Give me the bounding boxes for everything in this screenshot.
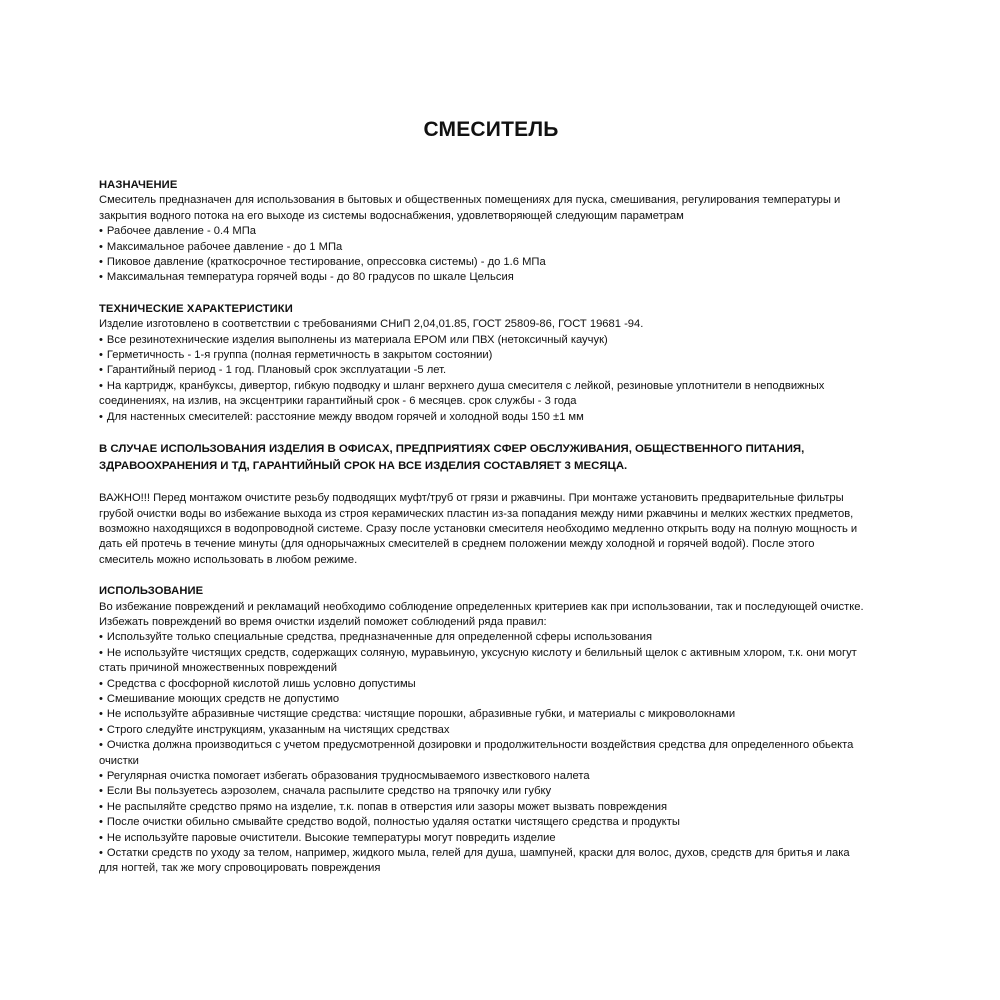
bullet-icon [99,739,107,751]
list-item: • Гарантийный период - 1 год. Плановый срок эксплуатации -5 лет. [99,363,869,378]
list-item: • Если Вы пользуетесь аэрозолем, сначала распылите средство на тряпочку или губку [99,784,869,799]
section-heading: НАЗНАЧЕНИЕ [99,179,178,191]
document [99,118,869,893]
list-item: • На картридж, кранбуксы, дивертор, гибкую подводку и шланг верхнего душа смесителя с лейкой, резиновые уплотнители в неподвижных соединениях, на излив, на эксцентрики гарантийный срок - 6 месяцев. срок службы - 3 года [99,379,869,410]
list-item: • Смешивание моющих средств не допустимо [99,692,869,707]
section-usage [99,584,869,877]
section-technical [99,302,869,425]
list-item: • Используйте только специальные средства, предназначенные для определенной сферы использования [99,630,869,645]
list-item: • Все резинотехнические изделия выполнены из материала EPOM или ПВХ (нетоксичный каучук) [99,333,869,348]
bullet-icon [99,225,107,237]
bullet-list [99,224,869,286]
list-item: • Остатки средств по уходу за телом, например, жидкого мыла, гелей для душа, шампуней, краски для волос, духов, средств для бритья и лака для ногтей, так же могу спровоцировать повреждения [99,846,869,877]
section-heading: ИСПОЛЬЗОВАНИЕ [99,585,204,598]
bullet-icon [99,801,107,813]
bullet-icon [99,271,107,283]
bullet-icon [99,349,107,361]
section-intro: Во избежание повреждений и рекламаций необходимо соблюдение определенных критериев как при использовании, так и последующей очистке. Избежать повреждений во время очистки изделий поможет соблюдений ряда правил: [99,600,864,628]
list-item: • После очистки обильно смывайте средство водой, полностью удаляя остатки чистящего средства и продукты [99,815,869,830]
list-item: • Герметичность - 1-я группа (полная герметичность в закрытом состоянии) [99,348,869,363]
bullet-icon [99,334,107,346]
bullet-icon [99,678,107,690]
bullet-icon [99,770,107,782]
document-title: СМЕСИТЕЛЬ [423,118,559,141]
bullet-icon [99,785,107,797]
list-item: • Не используйте паровые очистители. Высокие температуры могут повредить изделие [99,831,869,846]
list-item: • Не распыляйте средство прямо на изделие, т.к. попав в отверстия или зазоры может вызвать повреждения [99,800,869,815]
list-item: • Регулярная очистка помогает избегать образования трудносмываемого известкового налета [99,769,869,784]
bullet-icon [99,832,107,844]
list-item: • Строго следуйте инструкциям, указанным на чистящих средствах [99,723,869,738]
list-item: • Не используйте чистящих средств, содержащих соляную, муравьиную, уксусную кислоту и белильный щелок с активным хлором, т.к. они могут стать причиной множественных повреждений [99,646,869,677]
section-important [99,491,869,568]
bullet-icon [99,708,107,720]
important-note: ВАЖНО!!! Перед монтажом очистите резьбу подводящих муфт/труб от грязи и ржавчины. При монтаже установить предварительные фильтры грубой очистки воды во избежание выхода из строя керамических пластин из-за попадания между ними ржавчины и мелких жестких предметов, возможно находящихся в водопроводной системе. Сразу после установки смесителя необходимо медленно открыть воду на полную мощность и дать ей протечь в течение минуты (для однорычажных смесителей в среднем положении между холодной и горячей водой). После этого смеситель можно использовать в любом режиме. [99,492,858,566]
bullet-icon [99,380,107,392]
section-warranty-notice [99,441,869,475]
bullet-icon [99,847,107,859]
bullet-icon [99,647,107,659]
bullet-icon [99,364,107,376]
bullet-list [99,630,869,877]
bullet-icon [99,631,107,643]
bullet-list [99,333,869,425]
list-item: • Для настенных смесителей: расстояние между вводом горячей и холодной воды 150 ±1 мм [99,410,869,425]
list-item: • Очистка должна производиться с учетом предусмотренной дозировки и продолжительности воздействия средства для определенного обьекта очистки [99,738,869,769]
section-intro: Смеситель предназначен для использования в бытовых и общественных помещениях для пуска, смешивания, регулирования температуры и закрытия водного потока на его выходе из системы водоснабжения, удовлетворяющей следующим параметрам [99,194,841,222]
list-item: • Средства с фосфорной кислотой лишь условно допустимы [99,677,869,692]
bullet-icon [99,724,107,736]
list-item: • Максимальная температура горячей воды - до 80 градусов по шкале Цельсия [99,270,869,285]
bullet-icon [99,693,107,705]
warranty-notice: В СЛУЧАЕ ИСПОЛЬЗОВАНИЯ ИЗДЕЛИЯ В ОФИСАХ, ПРЕДПРИЯТИЯХ СФЕР ОБСЛУЖИВАНИЯ, ОБЩЕСТВЕННОГО ПИТАНИЯ, ЗДРАВООХРАНЕНИЯ И ТД, ГАРАНТИЙНЫЙ СРОК НА ВСЕ ИЗДЕЛИЯ СОСТАВЛЯЕТ 3 МЕСЯЦА. [99,443,805,473]
section-intro: Изделие изготовлено в соответствии с требованиями СНиП 2,04,01.85, ГОСТ 25809-86, ГОСТ 19681 -94. [99,318,644,331]
bullet-icon [99,411,107,423]
section-purpose [99,178,869,286]
list-item: • Рабочее давление - 0.4 МПа [99,224,869,239]
bullet-icon [99,256,107,268]
list-item: • Не используйте абразивные чистящие средства: чистящие порошки, абразивные губки, и материалы с микроволокнами [99,707,869,722]
bullet-icon [99,816,107,828]
list-item: • Пиковое давление (краткосрочное тестирование, опрессовка системы) - до 1.6 МПа [99,255,869,270]
list-item: • Максимальное рабочее давление - до 1 МПа [99,240,869,255]
section-heading: ТЕХНИЧЕСКИЕ ХАРАКТЕРИСТИКИ [99,302,293,315]
bullet-icon [99,241,107,253]
